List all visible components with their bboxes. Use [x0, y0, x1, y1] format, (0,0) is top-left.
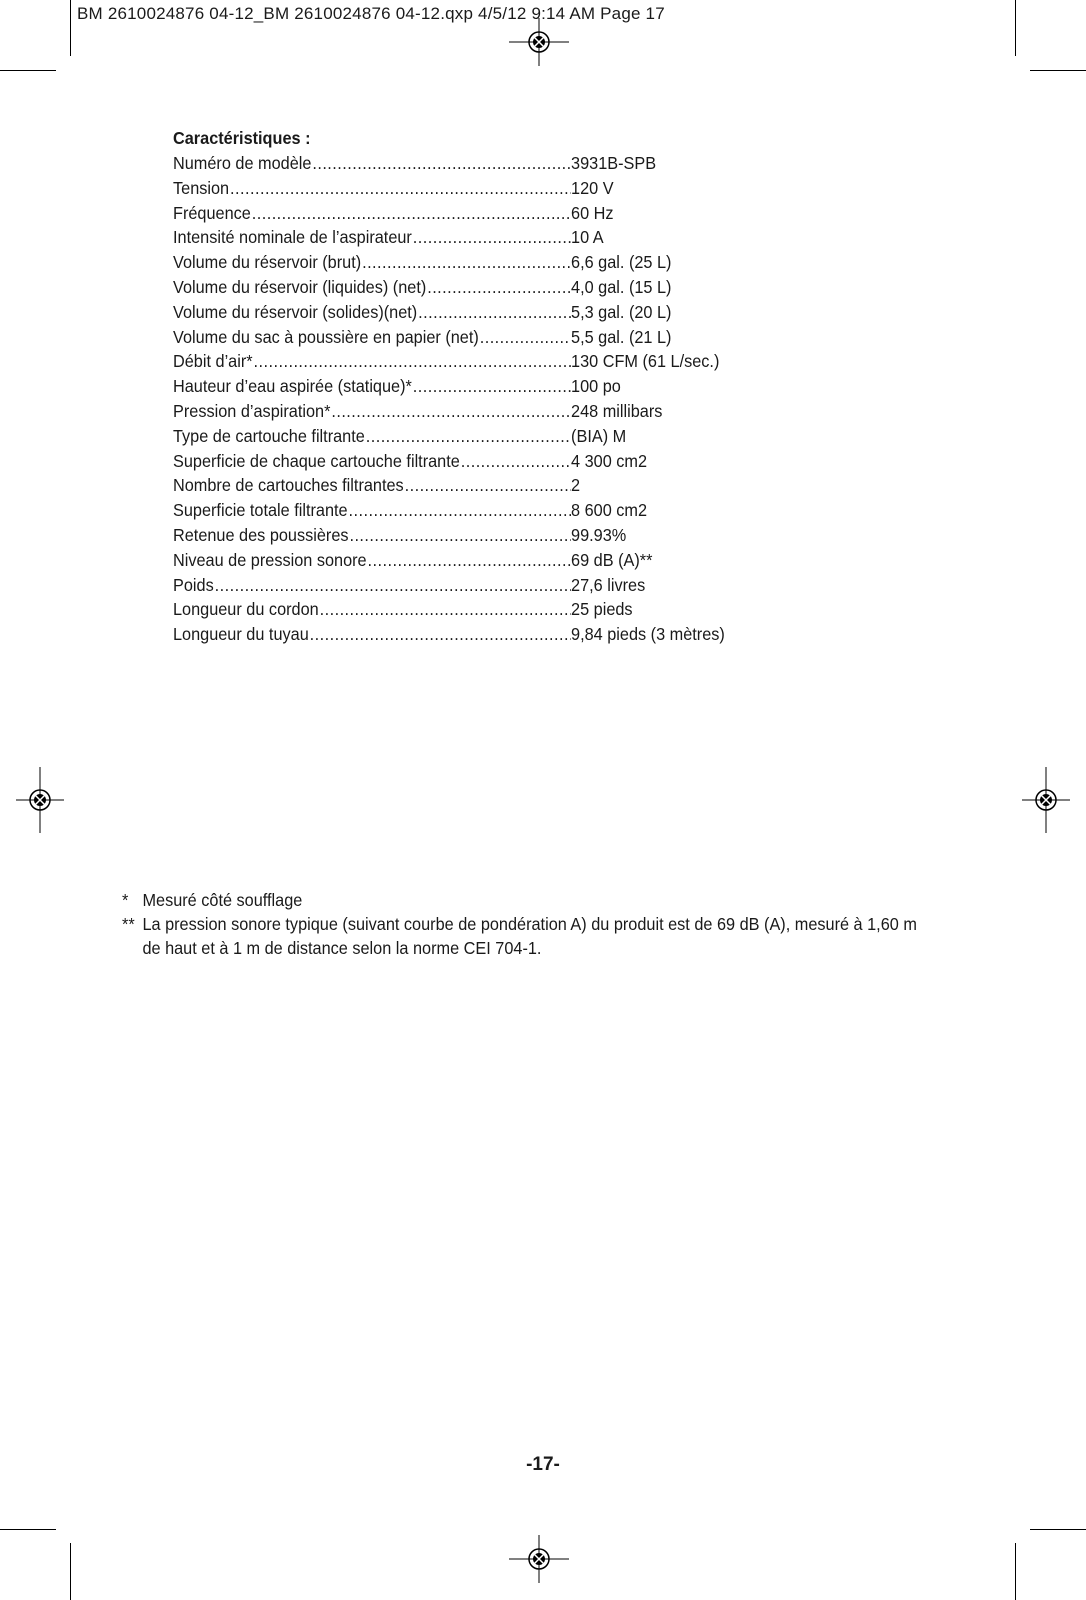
specifications-block: [173, 126, 750, 647]
spec-row: [173, 201, 750, 226]
spec-value: 27,6 livres: [571, 574, 646, 595]
spec-value: 99.93%: [571, 524, 627, 545]
footnote: [122, 912, 931, 960]
spec-row: [173, 573, 750, 598]
spec-row: [173, 548, 750, 573]
spec-row: [173, 622, 750, 647]
spec-label-leader: [173, 275, 571, 300]
crop-mark-icon: [1015, 1543, 1016, 1600]
spec-label: Intensité nominale de l’aspirateur: [173, 227, 412, 248]
spec-label: Débit d’air*: [173, 351, 253, 372]
dot-leader: [320, 597, 571, 622]
spec-value: 69 dB (A)**: [571, 549, 653, 570]
print-slug: BM 2610024876 04-12_BM 2610024876 04-12.qxp 4/5/12 9:14 AM Page 17: [77, 4, 665, 23]
spec-label: Longueur du cordon: [173, 599, 319, 620]
spec-value: 60 Hz: [571, 202, 614, 223]
spec-value: 5,3 gal. (20 L): [571, 301, 672, 322]
spec-row: [173, 176, 750, 201]
spec-row: [173, 325, 750, 350]
registration-mark-icon: [16, 767, 64, 833]
dot-leader: [349, 523, 571, 548]
spec-value: 3931B-SPB: [571, 153, 657, 173]
spec-label: Superficie totale filtrante: [173, 500, 348, 521]
registration-mark-icon: [1022, 767, 1070, 833]
spec-value: 9,84 pieds (3 mètres): [571, 624, 725, 645]
spec-value: 4 300 cm2: [571, 450, 648, 471]
spec-label-leader: [173, 225, 571, 250]
crop-mark-icon: [1030, 1529, 1086, 1530]
spec-label-leader: [173, 250, 571, 275]
footnote-text: Mesuré côté soufflage: [142, 890, 303, 910]
dot-leader: [461, 449, 571, 474]
dot-leader: [366, 424, 571, 449]
spec-row: [173, 449, 750, 474]
spec-label: Poids: [173, 574, 214, 595]
spec-label-leader: [173, 523, 571, 548]
specifications-title: Caractéristiques :: [173, 128, 311, 148]
spec-value: 4,0 gal. (15 L): [571, 276, 672, 297]
dot-leader: [413, 374, 571, 399]
spec-label-leader: [173, 151, 571, 176]
spec-value: 120 V: [571, 177, 614, 198]
spec-label: Volume du réservoir (liquides) (net): [173, 276, 427, 297]
spec-value: 248 millibars: [571, 400, 663, 421]
spec-row: [173, 498, 750, 523]
spec-label-leader: [173, 399, 571, 424]
spec-label: Volume du sac à poussière en papier (net): [173, 326, 479, 347]
spec-label-leader: [173, 325, 571, 350]
spec-label-leader: [173, 176, 571, 201]
spec-label: Longueur du tuyau: [173, 624, 309, 645]
footnote: [122, 888, 931, 912]
spec-value: 10 A: [571, 227, 604, 248]
dot-leader: [368, 548, 571, 573]
spec-value: 25 pieds: [571, 599, 633, 620]
dot-leader: [310, 622, 571, 647]
spec-label: Type de cartouche filtrante: [173, 425, 365, 446]
dot-leader: [418, 300, 571, 325]
crop-mark-icon: [0, 1529, 56, 1530]
footnote-mark: **: [122, 914, 135, 934]
spec-label: Tension: [173, 177, 230, 198]
spec-label: Volume du réservoir (solides)(net): [173, 301, 418, 322]
specifications-list: [173, 151, 750, 647]
spec-label-leader: [173, 573, 571, 598]
crop-mark-icon: [70, 1543, 71, 1600]
spec-row: [173, 225, 750, 250]
dot-leader: [413, 225, 571, 250]
registration-mark-icon: [509, 1535, 569, 1583]
spec-label-leader: [173, 548, 571, 573]
spec-value: 5,5 gal. (21 L): [571, 326, 672, 347]
crop-mark-icon: [1015, 0, 1016, 56]
crop-mark-icon: [1030, 70, 1086, 71]
dot-leader: [480, 325, 571, 350]
spec-label: Numéro de modèle: [173, 153, 312, 173]
dot-leader: [215, 573, 571, 598]
spec-label: Volume du réservoir (brut): [173, 252, 362, 273]
spec-row: [173, 275, 750, 300]
dot-leader: [362, 250, 571, 275]
dot-leader: [331, 399, 571, 424]
spec-label-leader: [173, 300, 571, 325]
crop-mark-icon: [70, 0, 71, 56]
registration-mark-icon: [509, 18, 569, 66]
spec-label-leader: [173, 424, 571, 449]
spec-row: [173, 151, 750, 176]
spec-label-leader: [173, 622, 571, 647]
spec-row: [173, 374, 750, 399]
spec-row: [173, 473, 750, 498]
dot-leader: [230, 176, 571, 201]
spec-label: Nombre de cartouches filtrantes: [173, 475, 404, 496]
spec-row: [173, 424, 750, 449]
spec-value: 8 600 cm2: [571, 500, 648, 521]
spec-row: [173, 300, 750, 325]
spec-label-leader: [173, 374, 571, 399]
footnote-mark: *: [122, 890, 129, 910]
spec-value: 2: [571, 475, 581, 496]
spec-label-leader: [173, 498, 571, 523]
spec-value: 100 po: [571, 376, 621, 397]
footnotes: [122, 888, 931, 960]
spec-label-leader: [173, 597, 571, 622]
spec-label: Fréquence: [173, 202, 251, 223]
spec-value: (BIA) M: [571, 425, 627, 446]
dot-leader: [349, 498, 572, 523]
footnote-text: La pression sonore typique (suivant courbe de pondération A) du produit est de 69 dB (A), mesuré à 1,60 m de haut et à 1 m de distance selon la norme CEI 704-1.: [142, 914, 917, 958]
spec-row: [173, 523, 750, 548]
spec-value: 130 CFM (61 L/sec.): [571, 351, 720, 372]
spec-label-leader: [173, 349, 571, 374]
dot-leader: [252, 201, 571, 226]
spec-label-leader: [173, 473, 571, 498]
crop-mark-icon: [0, 70, 56, 71]
spec-label: Retenue des poussières: [173, 524, 349, 545]
page-number: -17-: [526, 1454, 560, 1475]
spec-row: [173, 349, 750, 374]
spec-label-leader: [173, 449, 571, 474]
dot-leader: [254, 349, 571, 374]
spec-label: Pression d’aspiration*: [173, 400, 331, 421]
spec-label-leader: [173, 201, 571, 226]
spec-label: Superficie de chaque cartouche filtrante: [173, 450, 460, 471]
spec-value: 6,6 gal. (25 L): [571, 252, 672, 273]
dot-leader: [312, 151, 571, 176]
dot-leader: [427, 275, 571, 300]
dot-leader: [405, 473, 571, 498]
spec-row: [173, 597, 750, 622]
spec-label: Hauteur d’eau aspirée (statique)*: [173, 376, 412, 397]
spec-row: [173, 250, 750, 275]
spec-label: Niveau de pression sonore: [173, 549, 367, 570]
spec-row: [173, 399, 750, 424]
